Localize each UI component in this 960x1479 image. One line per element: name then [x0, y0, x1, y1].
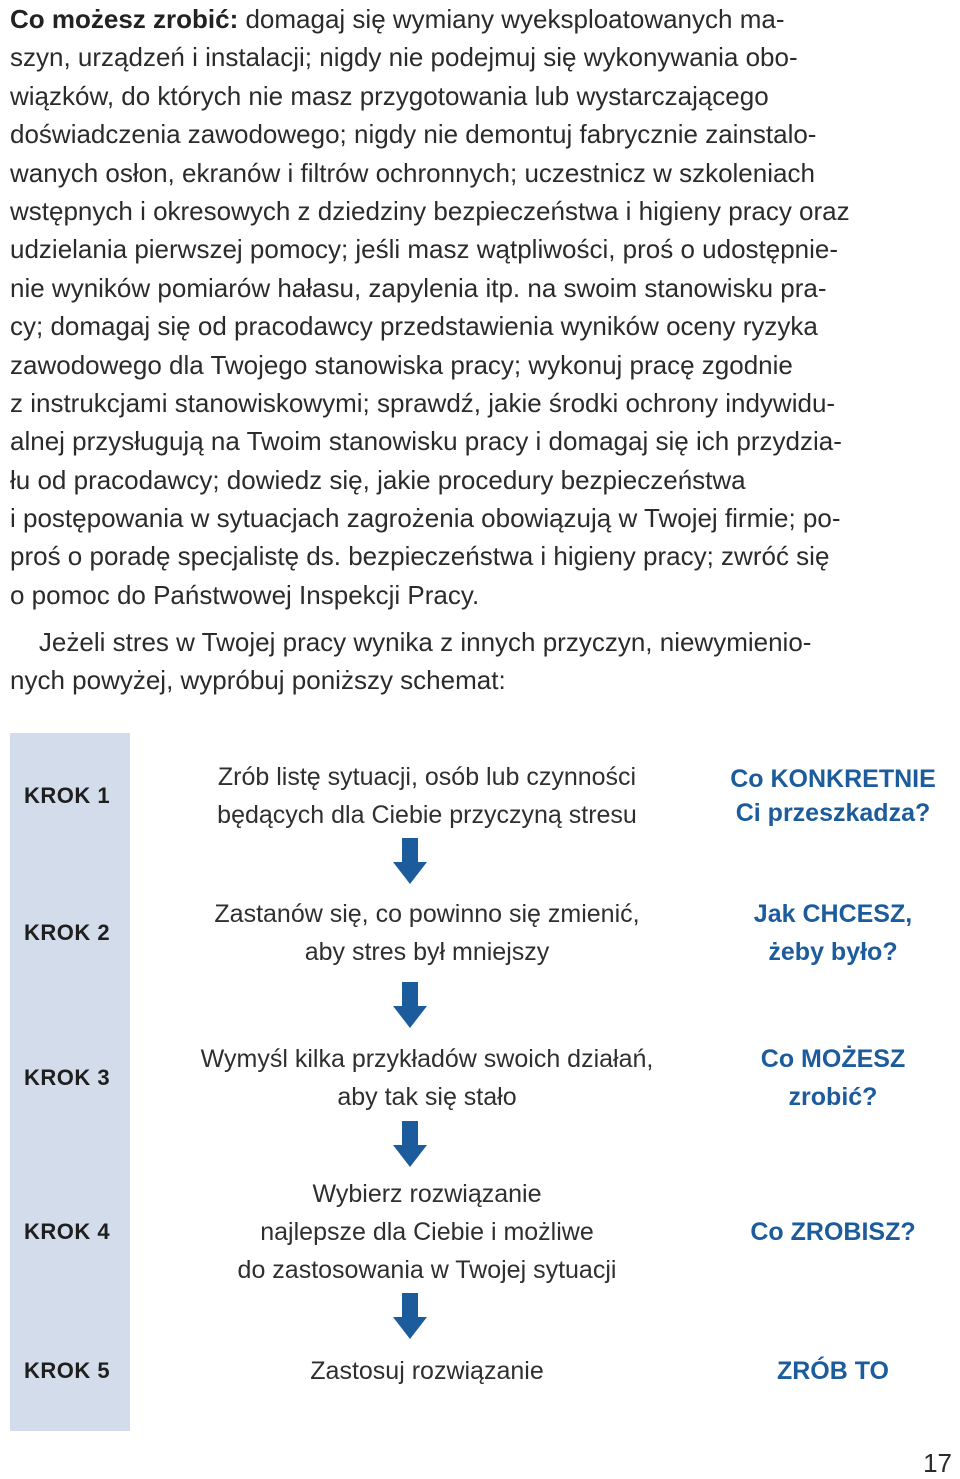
step-description-line: aby tak się stało [337, 1083, 517, 1111]
intro-paragraph [10, 0, 954, 614]
step-question-line: ZRÓB TO [776, 1357, 890, 1385]
down-arrow-icon [393, 838, 427, 884]
paragraph-line: wiązków, do których nie masz przygotowania lub wystarczającego [10, 80, 769, 111]
step-question [706, 1213, 960, 1251]
down-arrow-icon [393, 1293, 427, 1339]
step-question [706, 760, 960, 832]
step-description-line: najlepsze dla Ciebie i możliwe [260, 1218, 594, 1246]
paragraph-line: cy; domagaj się od pracodawcy przedstawienia wyników oceny ryzyka [10, 311, 818, 342]
page-number: 17 [923, 1448, 952, 1478]
step-label: KROK 5 [24, 1358, 111, 1383]
paragraph-line: doświadczenia zawodowego; nigdy nie demontuj fabrycznie zainstalo- [10, 119, 817, 150]
step-description-line: do zastosowania w Twojej sytuacji [237, 1256, 617, 1284]
step-description [160, 895, 694, 971]
paragraph-line: wstępnych i okresowych z dziedziny bezpieczeństwa i higieny pracy oraz [10, 195, 850, 226]
step-description-line: będących dla Ciebie przyczyną stresu [217, 801, 637, 829]
step-question [706, 895, 960, 971]
step-description [160, 1175, 694, 1289]
step-label: KROK 1 [24, 783, 111, 808]
paragraph-text: domagaj się wymiany wyeksploatowanych ma- [238, 4, 785, 34]
step-description-line: Wybierz rozwiązanie [312, 1180, 542, 1208]
paragraph-line [10, 0, 954, 38]
step-question-line: Co KONKRETNIE [730, 765, 936, 793]
step-question-line: żeby było? [768, 938, 898, 966]
paragraph-line: Jeżeli stres w Twojej pracy wynika z innych przyczyn, niewymienio- [10, 627, 812, 657]
step-question-line: Co ZROBISZ? [750, 1218, 916, 1246]
paragraph-line: wanych osłon, ekranów i filtrów ochronnych; uczestnicz w szkoleniach [10, 157, 815, 188]
down-arrow-icon [393, 1121, 427, 1167]
step-question-line: Co MOŻESZ [760, 1045, 906, 1073]
step-description [160, 1040, 694, 1116]
step-question [706, 1040, 960, 1116]
paragraph-line: i postępowania w sytuacjach zagrożenia obowiązują w Twojej firmie; po- [10, 503, 841, 534]
schema-intro-paragraph [10, 623, 954, 700]
paragraph-line: nie wyników pomiarów hałasu, zapylenia itp. na swoim stanowisku pra- [10, 272, 827, 303]
step-description-line: Zrób listę sytuacji, osób lub czynności [217, 763, 637, 791]
step-question-line: Ci przeszkadza? [735, 799, 931, 827]
step-description [160, 758, 694, 834]
step-question-line: Jak CHCESZ, [753, 900, 913, 928]
step-description-line: Zastosuj rozwiązanie [310, 1357, 544, 1385]
step-description-line: aby stres był mniejszy [304, 938, 550, 966]
paragraph-line: proś o poradę specjalistę ds. bezpieczeństwa i higieny pracy; zwróć się [10, 541, 830, 572]
step-question [706, 1352, 960, 1390]
paragraph-line: zawodowego dla Twojego stanowiska pracy; wykonuj pracę zgodnie [10, 349, 793, 380]
step-question-line: zrobić? [788, 1083, 878, 1111]
paragraph-line: alnej przysługują na Twoim stanowisku pracy i domagaj się ich przydzia- [10, 426, 842, 457]
paragraph-line: szyn, urządzeń i instalacji; nigdy nie podejmuj się wykonywania obo- [10, 42, 798, 73]
step-label: KROK 4 [24, 1219, 111, 1244]
down-arrow-icon [393, 982, 427, 1028]
paragraph-line: udzielania pierwszej pomocy; jeśli masz wątpliwości, proś o udostępnie- [10, 234, 839, 265]
paragraph-line: z instrukcjami stanowiskowymi; sprawdź, jakie środki ochrony indywidu- [10, 387, 836, 418]
paragraph-line: łu od pracodawcy; dowiedz się, jakie procedury bezpieczeństwa [10, 464, 746, 495]
paragraph-line: o pomoc do Państwowej Inspekcji Pracy. [10, 579, 480, 610]
step-description-line: Wymyśl kilka przykładów swoich działań, [200, 1045, 654, 1073]
step-description-line: Zastanów się, co powinno się zmienić, [214, 900, 640, 928]
lead-heading: Co możesz zrobić: [10, 4, 239, 34]
step-description [160, 1352, 694, 1390]
step-label: KROK 2 [24, 920, 111, 945]
paragraph-line: nych powyżej, wypróbuj poniższy schemat: [10, 665, 506, 696]
step-label: KROK 3 [24, 1065, 111, 1090]
